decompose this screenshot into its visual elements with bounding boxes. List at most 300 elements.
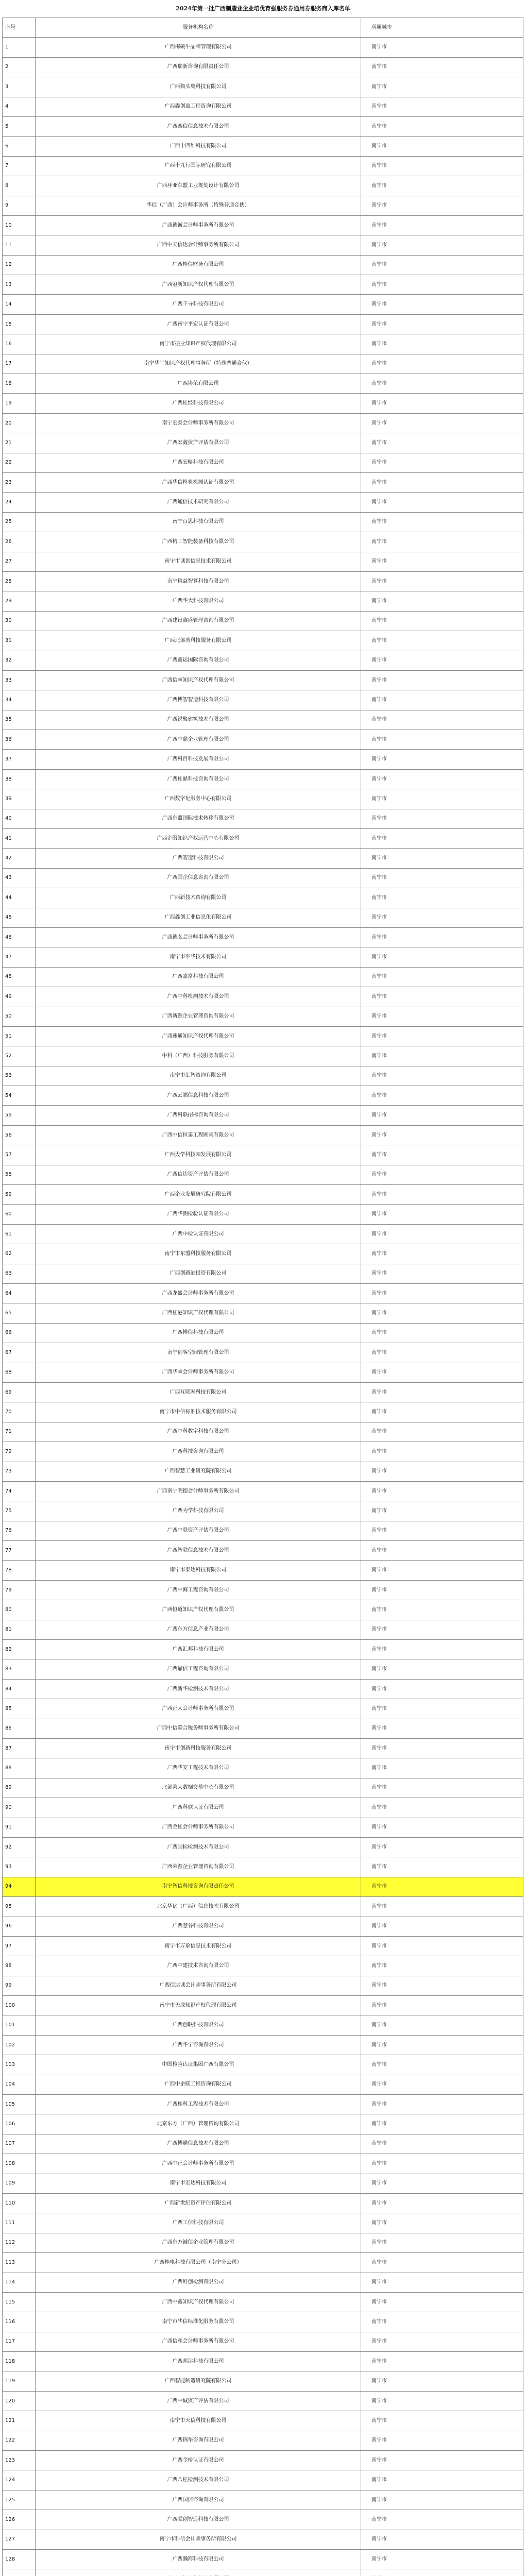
org-name: 广西东盟国际技术转移有限公司 xyxy=(36,809,361,828)
org-name: 广西汇邦科技有限公司 xyxy=(36,1640,361,1659)
row-index: 18 xyxy=(3,374,36,393)
city-name: 南宁市 xyxy=(371,2002,387,2008)
table-row xyxy=(3,2411,523,2431)
city-name: 南宁市 xyxy=(371,420,387,426)
city-name: 南宁市 xyxy=(371,1033,387,1039)
table-row xyxy=(3,256,523,275)
row-index: 89 xyxy=(3,1778,36,1798)
row-index: 94 xyxy=(3,1877,36,1896)
table-row xyxy=(3,2451,523,2470)
row-index: 42 xyxy=(3,849,36,868)
city-name: 南宁市 xyxy=(371,1448,387,1454)
org-name: 广西企服知识产权运营中心有限公司 xyxy=(36,829,361,848)
row-index: 22 xyxy=(3,453,36,472)
table-row xyxy=(3,1758,523,1778)
org-name: 广西中科检测技术有限公司 xyxy=(36,987,361,1006)
table-row xyxy=(3,1046,523,1066)
city-name: 南宁市 xyxy=(371,2081,387,2088)
org-name: 广西信达资产评估有限公司 xyxy=(36,1165,361,1184)
org-name: 广西速通知识产权代理有限公司 xyxy=(36,1027,361,1046)
row-index: 54 xyxy=(3,1086,36,1105)
table-row xyxy=(3,1818,523,1838)
table-row xyxy=(3,770,523,789)
table-row xyxy=(3,414,523,433)
row-index: 119 xyxy=(3,2371,36,2391)
row-index: 86 xyxy=(3,1719,36,1738)
row-index: 31 xyxy=(3,631,36,650)
org-name: 广西博信科技有限公司 xyxy=(36,1324,361,1343)
org-name: 广西正大会计师事务所有限公司 xyxy=(36,1699,361,1718)
city-name: 南宁市 xyxy=(371,439,387,446)
table-row xyxy=(3,2431,523,2451)
row-index: 2 xyxy=(3,58,36,77)
city-name: 南宁市 xyxy=(371,2556,387,2562)
table-row xyxy=(3,968,523,987)
org-name: 广西中鑫知识产权代理有限公司 xyxy=(36,2293,361,2312)
org-name: 广西协荣有限公司 xyxy=(36,374,361,393)
table-row xyxy=(3,1897,523,1917)
row-index: 67 xyxy=(3,1343,36,1362)
city-name: 南宁市 xyxy=(371,816,387,822)
table-row xyxy=(3,77,523,97)
city-name: 南宁市 xyxy=(371,1943,387,1949)
city-name: 南宁市 xyxy=(371,2358,387,2364)
table-header-row xyxy=(3,18,523,38)
table-row xyxy=(3,1244,523,1264)
org-name: 广西十四维科技有限公司 xyxy=(36,137,361,156)
table-row xyxy=(3,295,523,314)
city-name: 南宁市 xyxy=(371,2061,387,2067)
row-index: 74 xyxy=(3,1482,36,1501)
table-row xyxy=(3,2213,523,2233)
table-row xyxy=(3,2174,523,2194)
row-index: 32 xyxy=(3,651,36,670)
org-name: 广西中海工程咨询有限公司 xyxy=(36,1581,361,1600)
table-row xyxy=(3,493,523,512)
row-index: 10 xyxy=(3,216,36,235)
row-index: 128 xyxy=(3,2550,36,2569)
city-name: 南宁市 xyxy=(371,1765,387,1771)
table-row xyxy=(3,334,523,354)
row-index: 52 xyxy=(3,1046,36,1065)
org-name: 广西通信技术研究有限公司 xyxy=(36,493,361,512)
row-index: 17 xyxy=(3,354,36,374)
city-name: 南宁市 xyxy=(371,2240,387,2246)
city-name: 南宁市 xyxy=(371,2536,387,2543)
table-row xyxy=(3,690,523,710)
row-index: 61 xyxy=(3,1225,36,1244)
table-row xyxy=(3,591,523,611)
row-index: 108 xyxy=(3,2154,36,2173)
city-name: 南宁市 xyxy=(371,341,387,347)
org-name: 广西博智智造科技有限公司 xyxy=(36,690,361,709)
table-row xyxy=(3,58,523,77)
city-name: 南宁市 xyxy=(371,756,387,762)
table-row xyxy=(3,1165,523,1185)
header-org-name: 服务机构名称 xyxy=(36,18,361,37)
row-index: 13 xyxy=(3,275,36,294)
city-name: 南宁市 xyxy=(371,974,387,980)
row-index: 111 xyxy=(3,2213,36,2232)
row-index: 48 xyxy=(3,968,36,987)
row-index: 104 xyxy=(3,2075,36,2094)
row-index: 7 xyxy=(3,157,36,176)
city-name: 南宁市 xyxy=(371,2497,387,2503)
org-name: 广西联创智造科技有限公司 xyxy=(36,2510,361,2529)
city-name: 南宁市 xyxy=(371,479,387,485)
org-name: 广西桂经科技有限公司 xyxy=(36,394,361,413)
row-index: 114 xyxy=(3,2273,36,2292)
row-index: 51 xyxy=(3,1027,36,1046)
table-row xyxy=(3,1699,523,1719)
org-name: 广西荣源企业管理咨询有限公司 xyxy=(36,1857,361,1876)
city-name: 南宁市 xyxy=(371,1528,387,1534)
org-name: 广西信和会计师事务所有限公司 xyxy=(36,2332,361,2351)
row-index: 95 xyxy=(3,1897,36,1916)
city-name: 南宁市 xyxy=(371,2279,387,2285)
row-index: 24 xyxy=(3,493,36,512)
org-name: 广西华信检验检测认证有限公司 xyxy=(36,473,361,492)
row-index: 126 xyxy=(3,2510,36,2529)
table-row xyxy=(3,2194,523,2213)
org-name: 中国检验认证集团广西有限公司 xyxy=(36,2055,361,2074)
row-index: 26 xyxy=(3,532,36,551)
city-name: 南宁市 xyxy=(371,2220,387,2226)
row-index: 105 xyxy=(3,2095,36,2114)
table-row xyxy=(3,157,523,176)
city-name: 南宁市 xyxy=(371,1310,387,1316)
table-row xyxy=(3,1680,523,1699)
row-index: 19 xyxy=(3,394,36,413)
org-name: 广西北部湾科技服务有限公司 xyxy=(36,631,361,650)
table-row xyxy=(3,1402,523,1422)
table-row xyxy=(3,1106,523,1125)
org-name: 广西创联科技有限公司 xyxy=(36,2015,361,2035)
org-name: 广西千寻科技有限公司 xyxy=(36,295,361,314)
org-name: 广西互联网科技有限公司 xyxy=(36,1383,361,1402)
table-row xyxy=(3,2510,523,2530)
city-name: 南宁市 xyxy=(371,2160,387,2166)
org-name: 南宁市天信科技有限公司 xyxy=(36,2411,361,2430)
city-name: 南宁市 xyxy=(371,1092,387,1098)
org-name: 广西为学科技有限公司 xyxy=(36,1501,361,1520)
table-row xyxy=(3,354,523,374)
org-name: 广西中企联工程咨询有限公司 xyxy=(36,2075,361,2094)
row-index: 50 xyxy=(3,1007,36,1026)
table-row xyxy=(3,947,523,967)
city-name: 南宁市 xyxy=(371,2042,387,2048)
city-name: 南宁市 xyxy=(371,677,387,683)
row-index: 40 xyxy=(3,809,36,828)
row-index: 97 xyxy=(3,1937,36,1956)
org-name: 广西锦华咨询有限公司 xyxy=(36,2431,361,2450)
city-name: 南宁市 xyxy=(371,1606,387,1613)
city-name: 南宁市 xyxy=(371,301,387,308)
row-index: 20 xyxy=(3,414,36,433)
table-row xyxy=(3,1581,523,1600)
city-name: 南宁市 xyxy=(371,202,387,209)
city-name: 南宁市 xyxy=(371,954,387,960)
row-index: 121 xyxy=(3,2411,36,2430)
row-index: 87 xyxy=(3,1739,36,1758)
org-name: 广西科联认证有限公司 xyxy=(36,1798,361,1817)
city-name: 南宁市 xyxy=(371,2338,387,2345)
row-index: 103 xyxy=(3,2055,36,2074)
table-row xyxy=(3,1956,523,1976)
city-name: 南宁市 xyxy=(371,1073,387,1079)
org-name: 广西西信信息技术有限公司 xyxy=(36,117,361,136)
org-name: 广西创新港投资有限公司 xyxy=(36,1264,361,1283)
org-name: 广西瑞新咨询有限责任公司 xyxy=(36,58,361,77)
table-row xyxy=(3,2530,523,2550)
table-row xyxy=(3,888,523,908)
row-index: 81 xyxy=(3,1620,36,1639)
org-name: 广西恒道知识产权代理有限公司 xyxy=(36,1600,361,1619)
city-name: 南宁市 xyxy=(371,2437,387,2444)
org-name: 广西金桂会计师事务所有限公司 xyxy=(36,1818,361,1837)
org-name: 广西东方信息产业有限公司 xyxy=(36,1620,361,1639)
city-name: 南宁市 xyxy=(371,2477,387,2483)
row-index: 9 xyxy=(3,196,36,215)
org-name: 广西德弘会计师事务所有限公司 xyxy=(36,928,361,947)
row-index: 57 xyxy=(3,1145,36,1164)
table-row xyxy=(3,1066,523,1086)
row-index: 3 xyxy=(3,77,36,96)
org-name: 广西新华检测技术有限公司 xyxy=(36,1680,361,1699)
city-name: 南宁市 xyxy=(371,1468,387,1475)
city-name: 南宁市 xyxy=(371,894,387,901)
org-name: 广西邦达科技有限公司 xyxy=(36,2352,361,2371)
table-row xyxy=(3,176,523,196)
row-index: 113 xyxy=(3,2253,36,2272)
city-name: 南宁市 xyxy=(371,262,387,268)
city-name: 南宁市 xyxy=(371,182,387,189)
org-name: 广西桂电科技有限公司（南宁分公司） xyxy=(36,2253,361,2272)
org-name: 南宁市中信标准技术服务有限公司 xyxy=(36,1402,361,1421)
row-index: 82 xyxy=(3,1640,36,1659)
table-row xyxy=(3,1007,523,1027)
org-name: 广西智联信息技术有限公司 xyxy=(36,1541,361,1560)
city-name: 南宁市 xyxy=(371,2378,387,2384)
table-row xyxy=(3,2233,523,2253)
table-row xyxy=(3,1442,523,1462)
city-name: 南宁市 xyxy=(371,1191,387,1197)
city-name: 南宁市 xyxy=(371,1250,387,1257)
table-row xyxy=(3,1877,523,1897)
row-index: 77 xyxy=(3,1541,36,1560)
org-name: 广西桂港知识产权代理有限公司 xyxy=(36,1303,361,1323)
row-index: 66 xyxy=(3,1324,36,1343)
city-name: 南宁市 xyxy=(371,1844,387,1850)
row-index: 59 xyxy=(3,1185,36,1204)
city-name: 南宁市 xyxy=(371,855,387,861)
org-name: 广西桂科工程技术有限公司 xyxy=(36,2095,361,2114)
table-row xyxy=(3,572,523,591)
org-name: 广西信达诚会计师事务所有限公司 xyxy=(36,1976,361,1995)
city-name: 南宁市 xyxy=(371,1824,387,1831)
table-row xyxy=(3,2392,523,2411)
table-row xyxy=(3,394,523,413)
city-name: 南宁市 xyxy=(371,697,387,703)
table-row xyxy=(3,1185,523,1205)
table-row xyxy=(3,97,523,117)
org-name: 广西信睿知识产权代理有限公司 xyxy=(36,671,361,690)
header-index: 序号 xyxy=(3,18,36,37)
row-index: 58 xyxy=(3,1165,36,1184)
table-row xyxy=(3,2095,523,2114)
org-name: 广西宏鑫资产评估有限公司 xyxy=(36,433,361,452)
city-name: 南宁市 xyxy=(371,1429,387,1435)
org-name: 广西锐聚建筑技术有限公司 xyxy=(36,710,361,730)
city-name: 南宁市 xyxy=(371,717,387,723)
row-index: 36 xyxy=(3,730,36,749)
org-name: 北部湾大数据交易中心有限公司 xyxy=(36,1778,361,1798)
table-row xyxy=(3,1225,523,1244)
city-name: 南宁市 xyxy=(371,1270,387,1277)
city-name: 南宁市 xyxy=(371,242,387,248)
city-name: 南宁市 xyxy=(371,1132,387,1138)
city-name: 南宁市 xyxy=(371,44,387,50)
city-name: 南宁市 xyxy=(371,1785,387,1791)
table-row xyxy=(3,710,523,730)
table-row xyxy=(3,1482,523,1501)
row-index: 107 xyxy=(3,2134,36,2154)
table-row xyxy=(3,216,523,235)
table-row xyxy=(3,1659,523,1679)
table-row xyxy=(3,1501,523,1521)
row-index: 37 xyxy=(3,750,36,769)
row-index: 110 xyxy=(3,2194,36,2213)
table-row xyxy=(3,2332,523,2352)
table-row xyxy=(3,38,523,57)
row-index: 16 xyxy=(3,334,36,353)
table-row xyxy=(3,1363,523,1383)
row-index: 23 xyxy=(3,473,36,492)
row-index: 8 xyxy=(3,176,36,195)
city-name: 南宁市 xyxy=(371,1488,387,1494)
table-row xyxy=(3,2293,523,2312)
city-name: 南宁市 xyxy=(371,795,387,802)
org-name: 广西云端信息科技有限公司 xyxy=(36,1086,361,1105)
table-row xyxy=(3,928,523,947)
city-name: 南宁市 xyxy=(371,1626,387,1633)
row-index: 91 xyxy=(3,1818,36,1837)
table-row xyxy=(3,2114,523,2134)
org-name: 南宁百思科技有限公司 xyxy=(36,513,361,532)
document-title: 2024年第一批广西制造业企业培优育强服务券通用券服务商入库名单 xyxy=(176,5,350,12)
table-row xyxy=(3,1205,523,1224)
table-row xyxy=(3,433,523,453)
city-name: 南宁市 xyxy=(371,1567,387,1573)
table-row xyxy=(3,1303,523,1323)
table-row xyxy=(3,2134,523,2154)
row-index: 127 xyxy=(3,2530,36,2549)
table-row xyxy=(3,513,523,532)
city-name: 南宁市 xyxy=(371,1369,387,1376)
table-row xyxy=(3,1620,523,1640)
org-name: 广西嘉富科技有限公司 xyxy=(36,968,361,987)
city-name: 南宁市 xyxy=(371,2180,387,2187)
header-city: 所属城市 xyxy=(371,24,392,30)
city-name: 南宁市 xyxy=(371,2121,387,2127)
row-index: 123 xyxy=(3,2451,36,2470)
table-row xyxy=(3,631,523,651)
table-row xyxy=(3,829,523,849)
org-name: 南宁创客空间管理有限公司 xyxy=(36,1343,361,1362)
city-name: 南宁市 xyxy=(371,875,387,881)
city-name: 南宁市 xyxy=(371,1923,387,1929)
org-name: 广西建设鑫盛管理咨询有限公司 xyxy=(36,612,361,631)
row-index: 60 xyxy=(3,1205,36,1224)
org-name: 广西新源企业管理咨询有限公司 xyxy=(36,1007,361,1026)
row-index: 38 xyxy=(3,770,36,789)
row-index: 4 xyxy=(3,97,36,116)
org-name: 广西精工智能装备科技有限公司 xyxy=(36,532,361,551)
table-row xyxy=(3,1937,523,1956)
row-index: 75 xyxy=(3,1501,36,1520)
table-row xyxy=(3,1521,523,1541)
org-name: 广西鑫创嘉工程咨询有限公司 xyxy=(36,97,361,116)
row-index: 68 xyxy=(3,1363,36,1382)
table-row xyxy=(3,1462,523,1482)
table-row xyxy=(3,671,523,690)
city-name: 南宁市 xyxy=(371,2319,387,2325)
row-index: 39 xyxy=(3,789,36,808)
row-index: 106 xyxy=(3,2114,36,2133)
org-name: 南宁宏泰会计师事务所有限公司 xyxy=(36,414,361,433)
row-index: 35 xyxy=(3,710,36,730)
city-name: 南宁市 xyxy=(371,519,387,525)
row-index: 64 xyxy=(3,1284,36,1303)
city-name: 南宁市 xyxy=(371,1211,387,1217)
org-name: 广西德诚会计师事务所有限公司 xyxy=(36,216,361,235)
row-index: 122 xyxy=(3,2431,36,2450)
table-row xyxy=(3,374,523,394)
table-row xyxy=(3,275,523,295)
org-name: 广西梅硕牛品牌管理有限公司 xyxy=(36,38,361,57)
city-name: 南宁市 xyxy=(371,1112,387,1118)
city-name: 南宁市 xyxy=(371,143,387,149)
table-row xyxy=(3,1996,523,2015)
city-name: 南宁市 xyxy=(371,934,387,940)
org-name xyxy=(36,2569,361,2576)
table-row xyxy=(3,1264,523,1284)
org-name: 广西中科数字科技有限公司 xyxy=(36,1422,361,1442)
org-name: 北京东方（广西）管理咨询有限公司 xyxy=(36,2114,361,2133)
table-row xyxy=(3,1719,523,1739)
org-name: 南宁市汇智咨询有限公司 xyxy=(36,1066,361,1086)
org-name: 广西金桥认证有限公司 xyxy=(36,2451,361,2470)
org-name: 广西科技咨询有限公司 xyxy=(36,1442,361,1461)
table-row xyxy=(3,2154,523,2174)
table-row xyxy=(3,1640,523,1659)
table-row xyxy=(3,552,523,572)
org-name: 南宁精益智算科技有限公司 xyxy=(36,572,361,591)
row-index: 70 xyxy=(3,1402,36,1421)
city-name: 南宁市 xyxy=(371,1705,387,1711)
table-row xyxy=(3,2015,523,2035)
city-name: 南宁市 xyxy=(371,400,387,406)
table-row xyxy=(3,809,523,829)
city-name: 南宁市 xyxy=(371,1864,387,1870)
table-row xyxy=(3,1798,523,1818)
table-row xyxy=(3,1086,523,1106)
row-index: 100 xyxy=(3,1996,36,2015)
row-index: 88 xyxy=(3,1758,36,1777)
city-name: 南宁市 xyxy=(371,1013,387,1020)
row-index: 76 xyxy=(3,1521,36,1540)
city-name: 南宁市 xyxy=(371,1962,387,1969)
